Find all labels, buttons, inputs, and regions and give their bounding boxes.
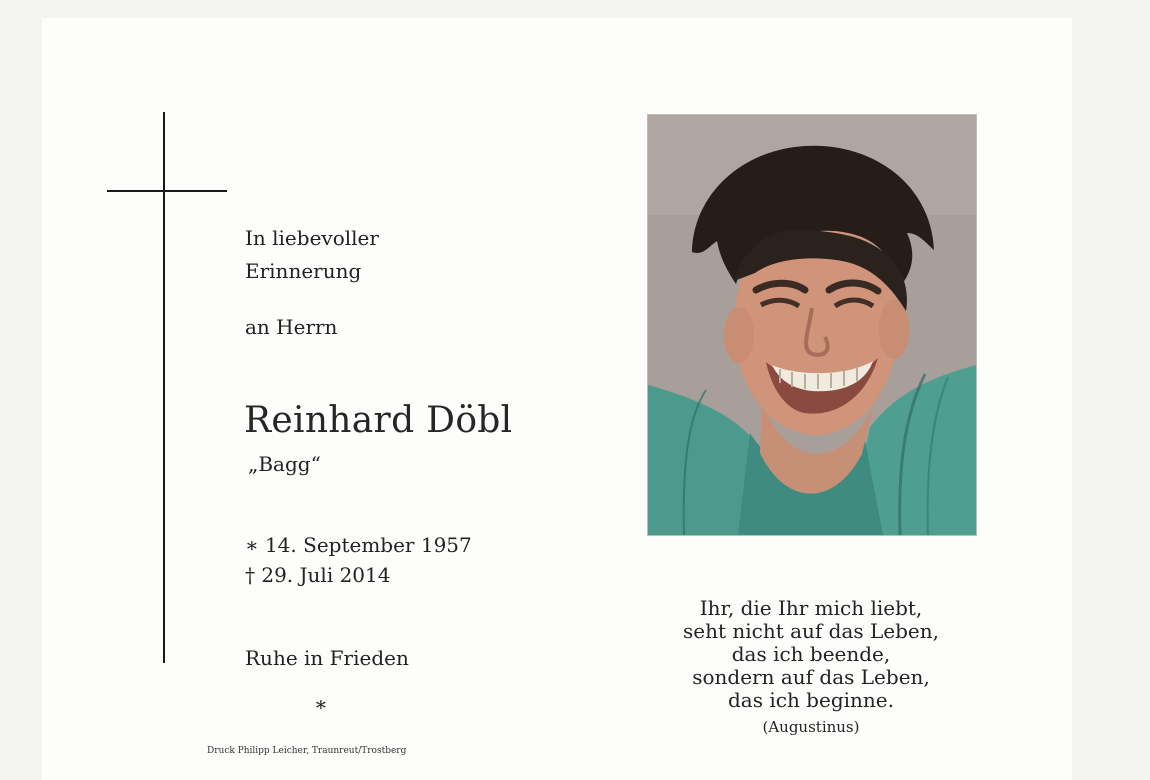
salutation: an Herrn	[245, 315, 338, 339]
quote-line: seht nicht auf das Leben,	[682, 619, 940, 643]
asterisk-ornament: ∗	[314, 692, 328, 716]
memorial-quote	[650, 597, 972, 712]
cross-icon-horizontal-bar	[107, 190, 227, 192]
birth-date: ∗ 14. September 1957	[245, 533, 472, 557]
quote-author: (Augustinus)	[762, 718, 860, 736]
cross-icon-vertical-bar	[163, 112, 165, 663]
death-date: † 29. Juli 2014	[245, 563, 391, 587]
quote-line: Ihr, die Ihr mich liebt,	[699, 596, 923, 620]
quote-line: das ich beende,	[731, 642, 891, 666]
intro-line-1: In liebevoller	[245, 226, 379, 250]
printer-credit: Druck Philipp Leicher, Traunreut/Trostberg	[207, 746, 407, 756]
intro-line-2: Erinnerung	[245, 259, 362, 283]
deceased-name: Reinhard Döbl	[244, 400, 513, 441]
quote-line: das ich beginne.	[728, 688, 894, 712]
quote-line: sondern auf das Leben,	[692, 665, 930, 689]
deceased-nickname: „Bagg“	[248, 452, 321, 476]
portrait-photo	[648, 115, 976, 535]
closing-blessing: Ruhe in Frieden	[245, 646, 409, 670]
